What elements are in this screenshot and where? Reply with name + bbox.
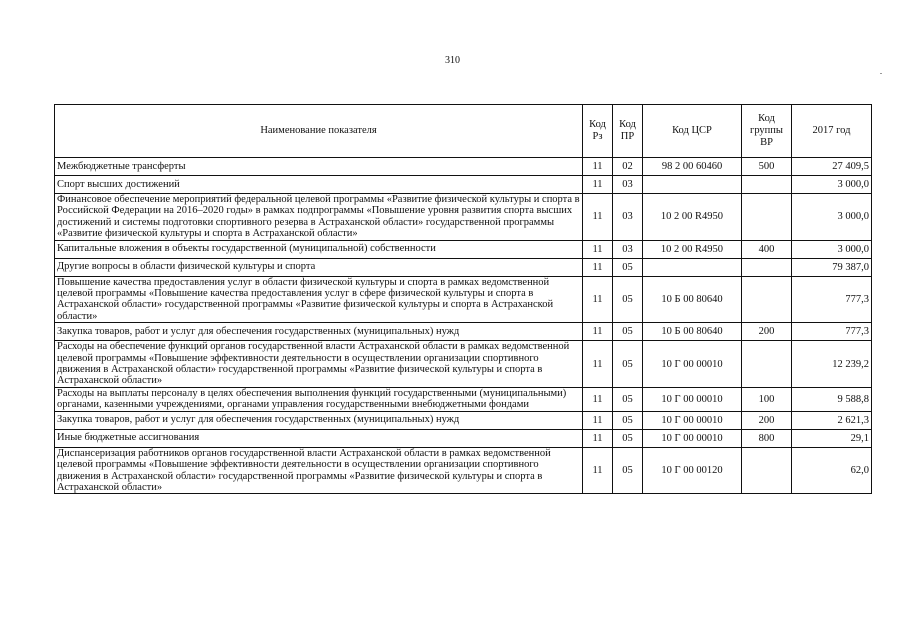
row-pr: 05 xyxy=(613,387,643,411)
table-row xyxy=(55,387,872,411)
row-vr xyxy=(742,258,792,276)
row-pr: 05 xyxy=(613,323,643,341)
table-row xyxy=(55,194,872,241)
table-row xyxy=(55,176,872,194)
budget-table xyxy=(54,104,872,494)
row-value: 27 409,5 xyxy=(792,158,872,176)
row-vr: 400 xyxy=(742,240,792,258)
row-vr: 200 xyxy=(742,411,792,429)
row-name: Закупка товаров, работ и услуг для обеспечения государственных (муниципальных) нужд xyxy=(55,411,583,429)
row-rz: 11 xyxy=(583,411,613,429)
row-name: Спорт высших достижений xyxy=(55,176,583,194)
row-value: 777,3 xyxy=(792,323,872,341)
row-pr: 05 xyxy=(613,276,643,323)
row-name: Финансовое обеспечение мероприятий федеральной целевой программы «Развитие физической культуры и спорта в Российской Федерации на 2016–2020 годы» в рамках подпрограммы «Повышение уровня развития спорта высших достижений и системы подготовки спортивного резерва в Астраханской области» государственной программы «Развитие физической культуры и спорта в Астраханской области» xyxy=(55,194,583,241)
row-rz: 11 xyxy=(583,276,613,323)
table-row xyxy=(55,323,872,341)
row-rz: 11 xyxy=(583,240,613,258)
row-pr: 03 xyxy=(613,176,643,194)
row-csr: 10 Б 00 80640 xyxy=(643,323,742,341)
row-vr xyxy=(742,341,792,388)
row-csr: 10 Г 00 00010 xyxy=(643,429,742,447)
row-value: 62,0 xyxy=(792,447,872,494)
row-value: 9 588,8 xyxy=(792,387,872,411)
row-value: 3 000,0 xyxy=(792,176,872,194)
row-vr xyxy=(742,276,792,323)
table-row xyxy=(55,258,872,276)
row-rz: 11 xyxy=(583,194,613,241)
row-csr: 10 Г 00 00010 xyxy=(643,341,742,388)
table-row xyxy=(55,240,872,258)
row-pr: 05 xyxy=(613,258,643,276)
scan-speck xyxy=(880,73,882,74)
row-vr: 100 xyxy=(742,387,792,411)
row-name: Другие вопросы в области физической культуры и спорта xyxy=(55,258,583,276)
header-csr: Код ЦСР xyxy=(643,105,742,158)
row-csr: 10 2 00 R4950 xyxy=(643,194,742,241)
row-pr: 05 xyxy=(613,429,643,447)
header-rz: Код Рз xyxy=(583,105,613,158)
table-row xyxy=(55,276,872,323)
page-number: 310 xyxy=(445,55,460,66)
row-rz: 11 xyxy=(583,387,613,411)
header-row xyxy=(55,105,872,158)
row-rz: 11 xyxy=(583,447,613,494)
header-year: 2017 год xyxy=(792,105,872,158)
header-vr: Код группы ВР xyxy=(742,105,792,158)
row-csr: 10 Г 00 00120 xyxy=(643,447,742,494)
row-pr: 03 xyxy=(613,194,643,241)
table-row xyxy=(55,447,872,494)
row-value: 79 387,0 xyxy=(792,258,872,276)
row-pr: 03 xyxy=(613,240,643,258)
row-rz: 11 xyxy=(583,341,613,388)
row-value: 3 000,0 xyxy=(792,194,872,241)
row-name: Иные бюджетные ассигнования xyxy=(55,429,583,447)
row-csr: 10 Г 00 00010 xyxy=(643,411,742,429)
row-pr: 05 xyxy=(613,447,643,494)
row-csr xyxy=(643,258,742,276)
row-vr: 500 xyxy=(742,158,792,176)
table-row xyxy=(55,158,872,176)
row-value: 12 239,2 xyxy=(792,341,872,388)
row-name: Диспансеризация работников органов государственной власти Астраханской области в рамках ведомственной целевой программы «Повышение эффективности деятельности в осуществлении организации спортивного движения в Астраханской области» государственной программы «Развитие физической культуры и спорта в Астраханской области» xyxy=(55,447,583,494)
row-pr: 05 xyxy=(613,411,643,429)
row-csr: 10 Г 00 00010 xyxy=(643,387,742,411)
row-value: 777,3 xyxy=(792,276,872,323)
row-pr: 02 xyxy=(613,158,643,176)
row-value: 29,1 xyxy=(792,429,872,447)
row-rz: 11 xyxy=(583,258,613,276)
table-row xyxy=(55,341,872,388)
row-value: 2 621,3 xyxy=(792,411,872,429)
row-csr: 10 2 00 R4950 xyxy=(643,240,742,258)
row-vr: 200 xyxy=(742,323,792,341)
table-row xyxy=(55,411,872,429)
row-name: Капитальные вложения в объекты государственной (муниципальной) собственности xyxy=(55,240,583,258)
row-vr xyxy=(742,447,792,494)
table-row xyxy=(55,429,872,447)
row-vr xyxy=(742,194,792,241)
row-name: Расходы на выплаты персоналу в целях обеспечения выполнения функций государственными (муниципальными) органами, казенными учреждениями, органами управления государственными внебюджетными фондами xyxy=(55,387,583,411)
row-rz: 11 xyxy=(583,158,613,176)
row-csr: 98 2 00 60460 xyxy=(643,158,742,176)
row-rz: 11 xyxy=(583,176,613,194)
row-name: Закупка товаров, работ и услуг для обеспечения государственных (муниципальных) нужд xyxy=(55,323,583,341)
row-csr: 10 Б 00 80640 xyxy=(643,276,742,323)
row-name: Повышение качества предоставления услуг в области физической культуры и спорта в рамках ведомственной целевой программы «Повышение качества предоставления услуг в сфере физической культуры и спорта в Астраханской области» государственной программы «Развитие физической культуры и спорта в Астраханской области» xyxy=(55,276,583,323)
row-name: Расходы на обеспечение функций органов государственной власти Астраханской области в рамках ведомственной целевой программы «Повышение эффективности деятельности в осуществлении организации спортивного движения в Астраханской области» государственной программы «Развитие физической культуры и спорта в Астраханской области» xyxy=(55,341,583,388)
row-value: 3 000,0 xyxy=(792,240,872,258)
header-pr: Код ПР xyxy=(613,105,643,158)
row-rz: 11 xyxy=(583,323,613,341)
row-csr xyxy=(643,176,742,194)
row-pr: 05 xyxy=(613,341,643,388)
row-vr xyxy=(742,176,792,194)
header-name: Наименование показателя xyxy=(55,105,583,158)
row-rz: 11 xyxy=(583,429,613,447)
row-name: Межбюджетные трансферты xyxy=(55,158,583,176)
row-vr: 800 xyxy=(742,429,792,447)
